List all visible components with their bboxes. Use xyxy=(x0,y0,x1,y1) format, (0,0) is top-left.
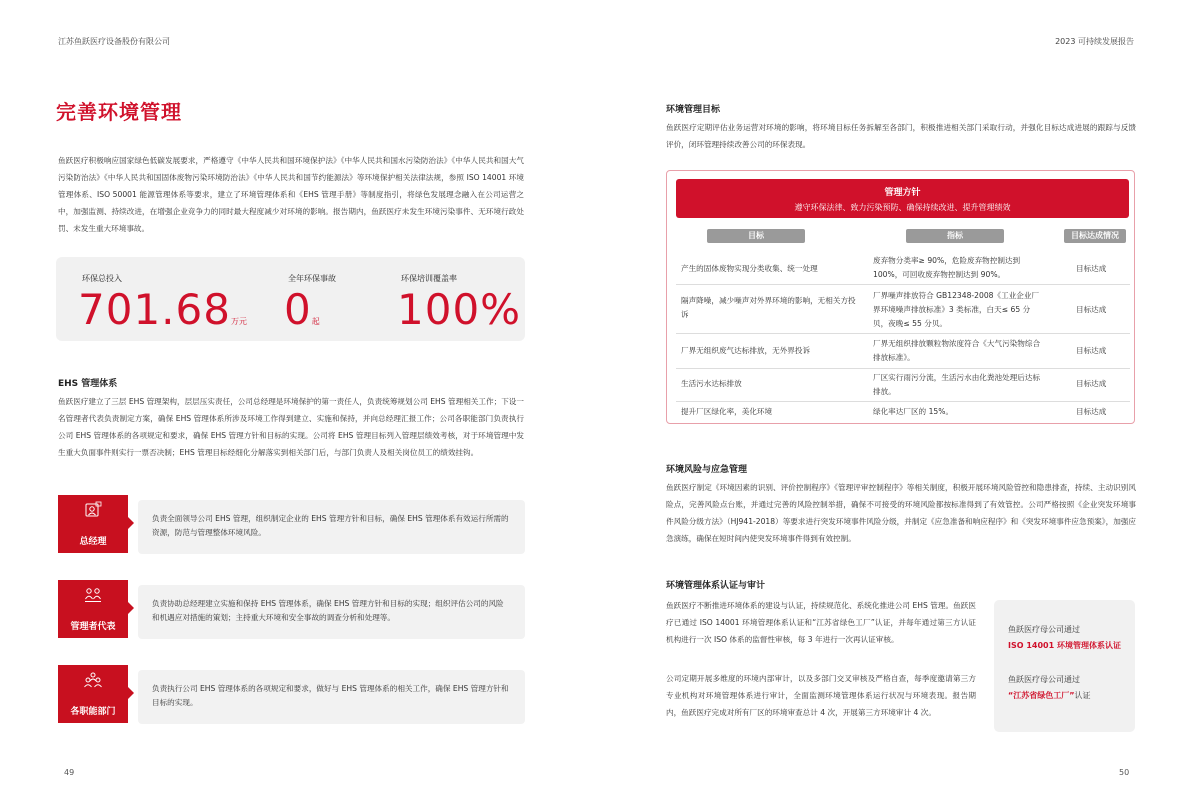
goal-paragraph: 鱼跃医疗定期评估业务运营对环境的影响，将环境目标任务拆解至各部门，积极推进相关部门采取行动，并强化目标达成进展的跟踪与反馈评价，闭环管理持续改善公司的环保表现。 xyxy=(666,123,1136,149)
row5-goal: 提升厂区绿化率，美化环境 xyxy=(681,407,773,416)
cert-callout xyxy=(994,600,1135,732)
row1-indicator: 废弃物分类率≥ 90%，危险废弃物控制达到 100%，可回收废弃物控制达到 90%。 xyxy=(873,256,1021,279)
departments-icon xyxy=(84,671,102,689)
stat-unit-accidents: 起 xyxy=(311,317,320,326)
page-number-left: 49 xyxy=(64,768,75,777)
stat-training xyxy=(397,285,522,334)
cert-suffix: 认证 xyxy=(1074,691,1091,700)
row2-indicator: 厂界噪声排放符合 GB12348-2008《工业企业厂界环境噪声排放标准》3 类标准，白天≤ 65 分贝，夜晚≤ 55 分贝。 xyxy=(873,291,1040,328)
goal-section-title: 环境管理目标 xyxy=(666,105,721,115)
ehs-paragraph: 鱼跃医疗建立了三层 EHS 管理架构，层层压实责任，公司总经理是环境保护的第一责任人，负责统筹规划公司 EHS 管理相关工作；下设一名管理者代表负责制定方案，确保 EHS 管理体系所涉及环境工作得到建立、实施和保持，并向总经理汇报工作；公司各职能部门负责执行公司 EHS 管理体系的各项规定和要求，确保 EHS 管理方针和目标的实现。公司将 EHS 管理目标列入管理层绩效考核，对于环境管理中发生重大负面事件则实行一票否决制；EHS 管理目标经细化分解落实到相关部门后，与部门负责人及相关岗位员工的绩效挂钩。 xyxy=(58,397,524,457)
cert-paragraph-2: 公司定期开展多维度的环境内部审计，以及多部门交叉审核及严格自查，每季度邀请第三方专业机构对环境管理体系进行审计，全面监测环境管理体系运行状况与环境表现。报告期内，鱼跃医疗完成对所有厂区的环境审查总计 4 次，开展第三方环境审计 4 次。 xyxy=(666,674,976,717)
row2-goal: 隔声降噪，减少噪声对外界环境的影响，无相关方投诉 xyxy=(681,296,856,319)
role-card-manager xyxy=(58,495,128,553)
row5-status: 目标达成 xyxy=(1076,407,1107,416)
role-desc-representative: 负责协助总经理建立实施和保持 EHS 管理体系，确保 EHS 管理方针和目标的实现；组织评估公司的风险和机遇应对措施的策划；主持重大环境和安全事故的调查分析和处理等。 xyxy=(138,585,525,639)
cert-line-1: 鱼跃医疗母公司通过 xyxy=(1008,625,1080,634)
cert-line-2: 鱼跃医疗母公司通过 xyxy=(1008,675,1080,684)
stat-value-accidents: 0 xyxy=(284,285,312,334)
stat-unit-investment: 万元 xyxy=(230,317,247,326)
row5-indicator: 绿化率达厂区的 15%。 xyxy=(873,407,954,416)
cert-section-title: 环境管理体系认证与审计 xyxy=(666,581,766,591)
role-desc-departments: 负责执行公司 EHS 管理体系的各项规定和要求，做好与 EHS 管理体系的相关工作，确保 EHS 管理方针和目标的实现。 xyxy=(138,670,525,724)
cert-highlight-green-factory: “江苏省绿色工厂” xyxy=(1008,691,1075,700)
stats-panel xyxy=(56,257,525,341)
stat-accidents xyxy=(284,285,320,334)
col-header-status: 目标达成情况 xyxy=(1064,229,1126,243)
row3-indicator: 厂界无组织排放颗粒物浓度符合《大气污染物综合排放标准》。 xyxy=(873,339,1041,362)
risk-section-title: 环境风险与应急管理 xyxy=(666,465,748,475)
role-label-representative: 管理者代表 xyxy=(70,622,116,632)
stat-value-investment: 701.68 xyxy=(78,285,231,334)
policy-banner xyxy=(676,179,1129,218)
risk-paragraph: 鱼跃医疗制定《环境因素的识别、评价控制程序》《管理评审控制程序》等相关制度，积极开展环境风险管控和隐患排查，持续、主动识别风险点，完善风险点台账，并通过完善的风险控制举措，确保不可接受的环境风险都按标准得到了有效管控。公司严格按照《企业突发环境事件风险分级方法》（HJ941-2018）等要求进行突发环境事件风险分级，并制定《应急准备和响应程序》和《突发环境事件应急预案》，加强应急演练，确保在短时间内使突发环境事件得到有效控制。 xyxy=(666,483,1136,543)
cert-green-factory xyxy=(1008,690,1091,701)
policy-text: 遵守环保法律、致力污染预防、确保持续改进、提升管理绩效 xyxy=(794,203,1011,212)
role-desc-manager: 负责全面领导公司 EHS 管理，组织制定企业的 EHS 管理方针和目标，确保 EHS 管理体系有效运行所需的资源，防范与管理整体环境风险。 xyxy=(138,500,525,554)
role-card-departments xyxy=(58,665,128,723)
intro-paragraph: 鱼跃医疗积极响应国家绿色低碳发展要求，严格遵守《中华人民共和国环境保护法》《中华人民共和国水污染防治法》《中华人民共和国大气污染防治法》《中华人民共和国固体废物污染环境防治法》《中华人民共和国节约能源法》等环境保护相关法律法规，参照 ISO 14001 环境管理体系、ISO 50001 能源管理体系等要求，建立了环境管理体系和《EHS 管理手册》等制度指引，将绿色发展理念融入在公司运营之中，加强监测、持续改进，在增强企业竞争力的同时最大程度减少对环境的影响。报告期内，鱼跃医疗未发生环境污染事件、无环境行政处罚、未发生重大环境事故。 xyxy=(58,156,524,233)
cert-highlight-iso: ISO 14001 环境管理体系认证 xyxy=(1008,641,1121,650)
stat-label-investment: 环保总投入 xyxy=(82,274,122,283)
role-label-departments: 各职能部门 xyxy=(70,707,116,717)
col-header-goal: 目标 xyxy=(707,229,805,243)
ehs-section-title: EHS 管理体系 xyxy=(58,379,118,389)
header-company: 江苏鱼跃医疗设备股份有限公司 xyxy=(58,37,170,46)
row4-indicator: 厂区实行雨污分流，生活污水由化粪池处理后达标排放。 xyxy=(873,373,1041,396)
row1-goal: 产生的固体废物实现分类收集、统一处理 xyxy=(681,264,818,273)
role-card-representative xyxy=(58,580,128,638)
row1-status: 目标达成 xyxy=(1076,264,1107,273)
cert-paragraph-1: 鱼跃医疗不断推进环境体系的建设与认证，持续规范化、系统化推进公司 EHS 管理。鱼跃医疗已通过 ISO 14001 环境管理体系认证和“江苏省绿色工厂”认证，并每年通过第三方认证机构进行一次 ISO 体系的监督性审核，每 3 年进行一次再认证审核。 xyxy=(666,601,976,644)
policy-title: 管理方针 xyxy=(884,188,921,198)
stat-label-accidents: 全年环保事故 xyxy=(288,274,336,283)
role-label-manager: 总经理 xyxy=(79,537,107,547)
manager-icon xyxy=(84,501,102,519)
stat-label-training: 环保培训覆盖率 xyxy=(401,274,457,283)
representative-icon xyxy=(84,586,102,604)
row4-goal: 生活污水达标排放 xyxy=(681,379,742,388)
stat-value-training: 100% xyxy=(397,285,522,334)
row4-status: 目标达成 xyxy=(1076,379,1107,388)
page-title: 完善环境管理 xyxy=(56,100,182,124)
header-report-title: 2023 可持续发展报告 xyxy=(1055,37,1134,46)
page-number-right: 50 xyxy=(1119,768,1130,777)
row3-goal: 厂界无组织废气达标排放，无外界投诉 xyxy=(681,346,811,355)
row2-status: 目标达成 xyxy=(1076,305,1107,314)
stat-investment xyxy=(78,285,247,334)
col-header-indicator: 指标 xyxy=(906,229,1004,243)
row3-status: 目标达成 xyxy=(1076,346,1107,355)
